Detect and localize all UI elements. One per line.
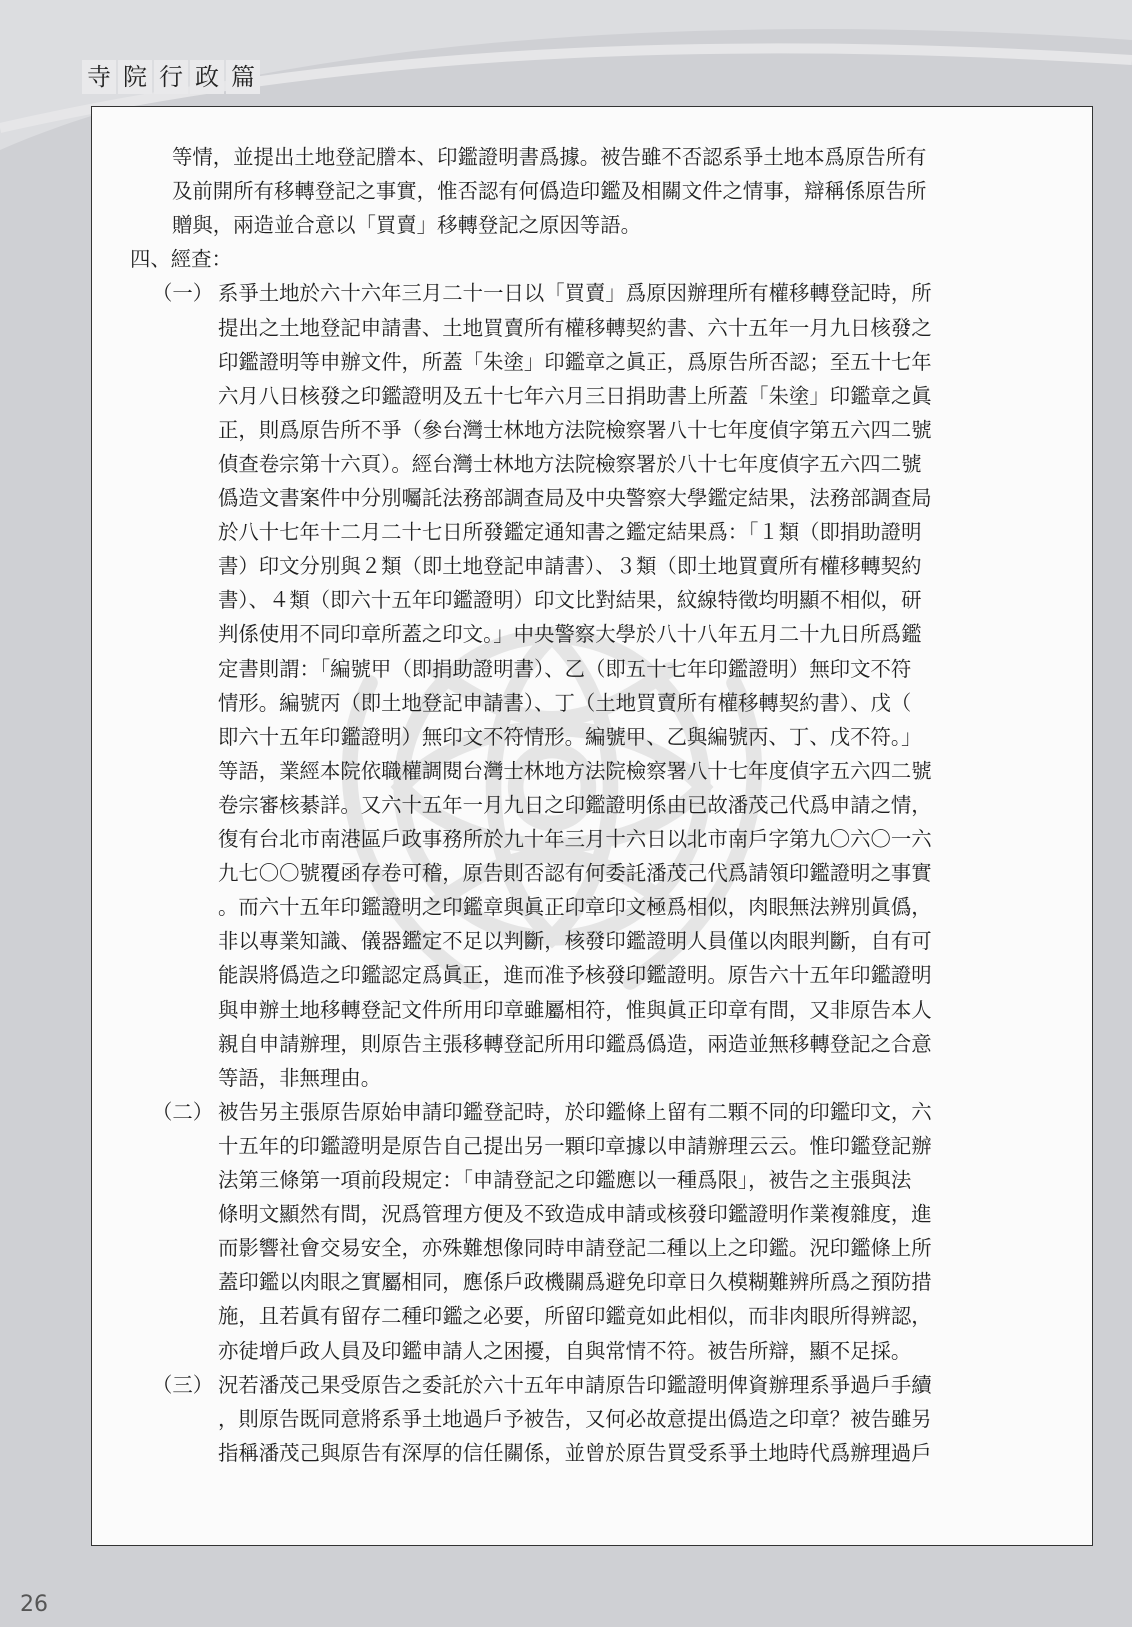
list-item-line: 親自申請辦理，則原告主張移轉登記所用印鑑爲僞造，兩造並無移轉登記之合意 — [218, 1031, 932, 1056]
section-header-char: 寺 — [82, 60, 116, 94]
list-item-line: 判係使用不同印章所蓋之印文。」中央警察大學於八十八年五月二十九日所爲鑑 — [218, 622, 922, 647]
section-header-char: 行 — [154, 60, 188, 94]
document-paper — [91, 106, 1093, 1546]
list-item-line: 系爭土地於六十六年三月二十一日以「買賣」爲原因辦理所有權移轉登記時，所 — [218, 281, 932, 306]
list-item-line: 。而六十五年印鑑證明之印鑑章與眞正印章印文極爲相似，肉眼無法辨別眞僞， — [218, 895, 932, 920]
section-header-char: 政 — [190, 60, 224, 94]
list-item-line: 而影響社會交易安全，亦殊難想像同時申請登記二種以上之印鑑。況印鑑條上所 — [218, 1236, 932, 1261]
list-item-line: 卷宗審核綦詳。又六十五年一月九日之印鑑證明係由已故潘茂己代爲申請之情， — [218, 792, 932, 817]
paragraph-line: 及前開所有移轉登記之事實，惟否認有何僞造印鑑及相關文件之情事，辯稱係原告所 — [172, 179, 927, 204]
list-item-line: 情形。編號丙（即土地登記申請書）、丁（土地買賣所有權移轉契約書）、戊（ — [218, 690, 912, 715]
list-item-line: 九七〇〇號覆函存卷可稽，原告則否認有何委託潘茂己代爲請領印鑑證明之事實 — [218, 861, 932, 886]
list-item-line: 指稱潘茂己與原告有深厚的信任關係，並曾於原告買受系爭土地時代爲辦理過戶 — [218, 1440, 932, 1465]
list-item-marker: （三） — [152, 1372, 214, 1397]
list-item-line: 印鑑證明等申辦文件，所蓋「朱塗」印鑑章之眞正，爲原告所否認；至五十七年 — [218, 349, 932, 374]
section-heading: 四、經查： — [130, 247, 232, 272]
list-item-line: ，則原告既同意將系爭土地過戶予被告，又何必故意提出僞造之印章？被告雖另 — [218, 1406, 932, 1431]
list-item-line: 亦徒增戶政人員及印鑑申請人之困擾，自與常情不符。被告所辯，顯不足採。 — [218, 1338, 912, 1363]
list-item-line: 被告另主張原告原始申請印鑑登記時，於印鑑條上留有二顆不同的印鑑印文，六 — [218, 1099, 932, 1124]
list-item-line: 於八十七年十二月二十七日所發鑑定通知書之鑑定結果爲：「１類（即捐助證明 — [218, 520, 922, 545]
list-item-line: 等語，非無理由。 — [218, 1065, 382, 1090]
list-item-line: 提出之土地登記申請書、土地買賣所有權移轉契約書、六十五年一月九日核發之 — [218, 315, 932, 340]
list-item-line: 僞造文書案件中分別囑託法務部調查局及中央警察大學鑑定結果，法務部調查局 — [218, 486, 932, 510]
list-item-marker: （一） — [152, 281, 214, 306]
section-header-char: 篇 — [226, 60, 260, 94]
page-number: 26 — [20, 1592, 48, 1617]
list-item-line: 法第三條第一項前段規定：「申請登記之印鑑應以一種爲限」，被告之主張與法 — [218, 1168, 912, 1192]
list-item-line: 能誤將僞造之印鑑認定爲眞正，進而准予核發印鑑證明。原告六十五年印鑑證明 — [218, 963, 932, 988]
list-item-line: 蓋印鑑以肉眼之實屬相同，應係戶政機關爲避免印章日久模糊難辨所爲之預防措 — [218, 1270, 932, 1295]
list-item-marker: （二） — [152, 1099, 214, 1124]
section-header-char: 院 — [118, 60, 152, 94]
list-item-line: 非以專業知識、儀器鑑定不足以判斷，核發印鑑證明人員僅以肉眼判斷，自有可 — [218, 929, 932, 954]
list-item-line: 條明文顯然有間，況爲管理方便及不致造成申請或核發印鑑證明作業複雜度，進 — [218, 1202, 932, 1227]
list-item-line: 施，且若眞有留存二種印鑑之必要，所留印鑑竟如此相似，而非肉眼所得辨認， — [218, 1304, 932, 1329]
list-item-line: 復有台北市南港區戶政事務所於九十年三月十六日以北市南戶字第九〇六〇一六 — [218, 827, 932, 851]
list-item-line: 書）印文分別與２類（即土地登記申請書）、３類（即土地買賣所有權移轉契約 — [218, 554, 922, 579]
list-item-line: 正，則爲原告所不爭（參台灣士林地方法院檢察署八十七年度偵字第五六四二號 — [218, 417, 932, 442]
list-item-line: 六月八日核發之印鑑證明及五十七年六月三日捐助書上所蓋「朱塗」印鑑章之眞 — [218, 383, 932, 408]
list-item-line: 書）、４類（即六十五年印鑑證明）印文比對結果，紋線特徵均明顯不相似，研 — [218, 588, 922, 613]
list-item-line: 況若潘茂己果受原告之委託於六十五年申請原告印鑑證明俾資辦理系爭過戶手續 — [218, 1372, 932, 1397]
list-item-line: 十五年的印鑑證明是原告自己提出另一顆印章據以申請辦理云云。惟印鑑登記辦 — [218, 1133, 932, 1158]
list-item-line: 等語，業經本院依職權調閱台灣士林地方法院檢察署八十七年度偵字五六四二號 — [218, 758, 932, 783]
paragraph-line: 贈與，兩造並合意以「買賣」移轉登記之原因等語。 — [172, 213, 641, 238]
list-item-line: 定書則謂：「編號甲（即捐助證明書）、乙（即五十七年印鑑證明）無印文不符 — [218, 656, 912, 681]
section-header — [82, 60, 262, 94]
list-item-line: 偵查卷宗第十六頁）。經台灣士林地方法院檢察署於八十七年度偵字五六四二號 — [218, 451, 922, 476]
paragraph-line: 等情，並提出土地登記謄本、印鑑證明書爲據。被告雖不否認系爭土地本爲原告所有 — [172, 145, 927, 169]
list-item-line: 與申辦土地移轉登記文件所用印章雖屬相符，惟與眞正印章有間，又非原告本人 — [218, 997, 932, 1022]
list-item-line: 即六十五年印鑑證明）無印文不符情形。編號甲、乙與編號丙、丁、戊不符。」 — [218, 724, 922, 749]
